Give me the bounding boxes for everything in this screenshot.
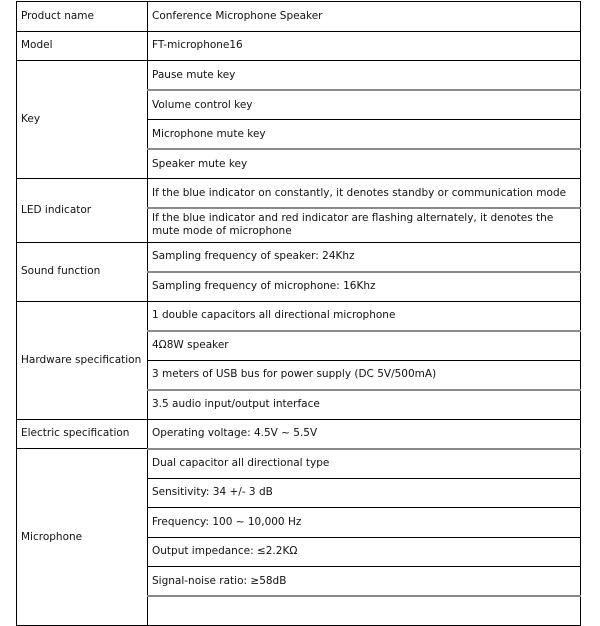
table-row-product-name [17, 2, 581, 32]
row-value: Sampling frequency of speaker: 24Khz [148, 242, 581, 272]
row-value [148, 596, 581, 626]
row-label: Sound function [17, 242, 148, 301]
row-label: Key [17, 61, 148, 179]
table-row-microphone [17, 449, 581, 479]
row-label: Product name [17, 2, 148, 32]
row-value: FT-microphone16 [148, 31, 581, 61]
table-row-led-indicator [17, 179, 581, 209]
row-value: If the blue indicator on constantly, it denotes standby or communication mode [148, 179, 581, 209]
row-value: Frequency: 100 ~ 10,000 Hz [148, 508, 581, 538]
table-row-key [17, 61, 581, 91]
row-value: Operating voltage: 4.5V ~ 5.5V [148, 419, 581, 449]
row-label: Hardware specification [17, 301, 148, 419]
row-value: Output impedance: ≤2.2KΩ [148, 537, 581, 567]
table-row-electric-specification [17, 419, 581, 449]
row-value: If the blue indicator and red indicator are flashing alternately, it denotes the mute mode of microphone [148, 208, 581, 242]
row-value: Signal-noise ratio: ≥58dB [148, 567, 581, 597]
table-row-hardware-specification [17, 301, 581, 331]
row-value: Conference Microphone Speaker [148, 2, 581, 32]
row-label: Microphone [17, 449, 148, 626]
row-value: 4Ω8W speaker [148, 331, 581, 361]
row-value: 3 meters of USB bus for power supply (DC 5V/500mA) [148, 360, 581, 390]
row-value: Microphone mute key [148, 120, 581, 150]
row-label: LED indicator [17, 179, 148, 243]
table-row-sound-function [17, 242, 581, 272]
table-row-model [17, 31, 581, 61]
row-value: Pause mute key [148, 61, 581, 91]
product-spec-table [16, 1, 581, 626]
row-value: 3.5 audio input/output interface [148, 390, 581, 420]
row-value: Speaker mute key [148, 149, 581, 179]
row-label: Electric specification [17, 419, 148, 449]
row-value: Sensitivity: 34 +/- 3 dB [148, 478, 581, 508]
row-label: Model [17, 31, 148, 61]
row-value: Volume control key [148, 90, 581, 120]
row-value: 1 double capacitors all directional microphone [148, 301, 581, 331]
row-value: Sampling frequency of microphone: 16Khz [148, 272, 581, 302]
row-value: Dual capacitor all directional type [148, 449, 581, 479]
